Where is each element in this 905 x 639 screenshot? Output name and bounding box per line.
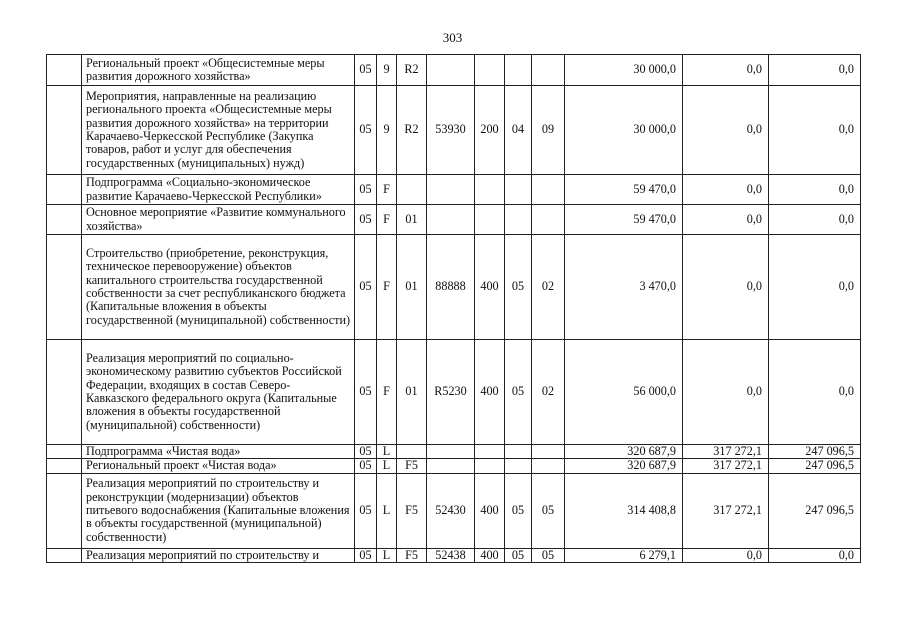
code-razdel xyxy=(505,175,532,205)
blank-cell xyxy=(47,235,82,340)
blank-cell xyxy=(47,55,82,86)
code-direction xyxy=(427,445,475,459)
code-section: 05 xyxy=(355,86,377,175)
code-direction xyxy=(427,55,475,86)
page-number: 303 xyxy=(442,30,463,45)
code-activity: 01 xyxy=(397,205,427,235)
amount-year-2: 317 272,1 xyxy=(683,459,769,473)
code-expense-type xyxy=(475,205,505,235)
amount-year-3: 0,0 xyxy=(769,548,861,562)
code-direction: 88888 xyxy=(427,235,475,340)
table-row xyxy=(47,473,861,548)
code-podrazdel: 09 xyxy=(532,86,565,175)
blank-cell xyxy=(47,205,82,235)
amount-year-2: 317 272,1 xyxy=(683,473,769,548)
code-expense-type: 400 xyxy=(475,340,505,445)
code-expense-type: 400 xyxy=(475,235,505,340)
code-section: 05 xyxy=(355,459,377,473)
code-podrazdel: 05 xyxy=(532,473,565,548)
code-expense-type: 200 xyxy=(475,86,505,175)
blank-cell xyxy=(47,548,82,562)
code-section: 05 xyxy=(355,473,377,548)
code-podrazdel xyxy=(532,175,565,205)
code-activity xyxy=(397,445,427,459)
code-podrazdel xyxy=(532,205,565,235)
code-razdel: 05 xyxy=(505,473,532,548)
amount-year-2: 0,0 xyxy=(683,175,769,205)
row-name: Мероприятия, направленные на реализацию регионального проекта «Общесистемные меры развития дорожного хозяйства» на территории Карачаево-Черкесской Республике (Закупка товаров, работ и услуг для обеспечения государственных (муниципальных) нужд) xyxy=(82,86,355,175)
amount-year-1: 30 000,0 xyxy=(565,86,683,175)
code-razdel xyxy=(505,205,532,235)
blank-cell xyxy=(47,175,82,205)
code-activity: F5 xyxy=(397,473,427,548)
code-podrazdel xyxy=(532,459,565,473)
code-podrazdel: 05 xyxy=(532,548,565,562)
amount-year-1: 320 687,9 xyxy=(565,445,683,459)
amount-year-3: 247 096,5 xyxy=(769,473,861,548)
code-program: L xyxy=(377,445,397,459)
amount-year-1: 56 000,0 xyxy=(565,340,683,445)
code-podrazdel: 02 xyxy=(532,235,565,340)
row-name: Подпрограмма «Чистая вода» xyxy=(82,445,355,459)
code-razdel: 05 xyxy=(505,340,532,445)
code-program: 9 xyxy=(377,55,397,86)
code-activity: R2 xyxy=(397,86,427,175)
code-expense-type xyxy=(475,459,505,473)
code-direction: 52430 xyxy=(427,473,475,548)
amount-year-2: 0,0 xyxy=(683,205,769,235)
code-podrazdel: 02 xyxy=(532,340,565,445)
code-direction: 52438 xyxy=(427,548,475,562)
code-expense-type xyxy=(475,55,505,86)
code-activity xyxy=(397,175,427,205)
code-program: L xyxy=(377,459,397,473)
code-program: L xyxy=(377,548,397,562)
row-name: Реализация мероприятий по строительству и реконструкции (модернизации) объектов питьевого водоснабжения (Капитальные вложения в объекты государственной (муниципальной) собственности) xyxy=(82,473,355,548)
code-activity: F5 xyxy=(397,459,427,473)
amount-year-3: 0,0 xyxy=(769,55,861,86)
code-direction xyxy=(427,459,475,473)
amount-year-1: 320 687,9 xyxy=(565,459,683,473)
table-row xyxy=(47,548,861,562)
amount-year-1: 59 470,0 xyxy=(565,205,683,235)
amount-year-3: 0,0 xyxy=(769,205,861,235)
code-razdel xyxy=(505,445,532,459)
amount-year-2: 317 272,1 xyxy=(683,445,769,459)
amount-year-1: 6 279,1 xyxy=(565,548,683,562)
code-razdel: 04 xyxy=(505,86,532,175)
code-program: F xyxy=(377,175,397,205)
code-activity: 01 xyxy=(397,340,427,445)
code-activity: R2 xyxy=(397,55,427,86)
code-podrazdel xyxy=(532,445,565,459)
code-section: 05 xyxy=(355,205,377,235)
row-name: Основное мероприятие «Развитие коммунального хозяйства» xyxy=(82,205,355,235)
table-row xyxy=(47,55,861,86)
amount-year-3: 247 096,5 xyxy=(769,445,861,459)
amount-year-1: 30 000,0 xyxy=(565,55,683,86)
code-razdel xyxy=(505,55,532,86)
row-name: Реализация мероприятий по строительству и xyxy=(82,548,355,562)
amount-year-3: 0,0 xyxy=(769,235,861,340)
code-expense-type: 400 xyxy=(475,473,505,548)
table-row xyxy=(47,445,861,459)
code-program: F xyxy=(377,235,397,340)
row-name: Реализация мероприятий по социально-экономическому развитию субъектов Российской Федерации, входящих в состав Северо-Кавказского федерального округа (Капитальные вложения в объекты государственной (муниципальной) собственности) xyxy=(82,340,355,445)
code-section: 05 xyxy=(355,175,377,205)
table-row xyxy=(47,459,861,473)
amount-year-2: 0,0 xyxy=(683,548,769,562)
blank-cell xyxy=(47,86,82,175)
code-section: 05 xyxy=(355,445,377,459)
table-row xyxy=(47,235,861,340)
code-section: 05 xyxy=(355,235,377,340)
amount-year-3: 247 096,5 xyxy=(769,459,861,473)
table-row xyxy=(47,86,861,175)
code-expense-type: 400 xyxy=(475,548,505,562)
code-razdel: 05 xyxy=(505,235,532,340)
blank-cell xyxy=(47,445,82,459)
amount-year-2: 0,0 xyxy=(683,86,769,175)
code-program: F xyxy=(377,340,397,445)
amount-year-1: 59 470,0 xyxy=(565,175,683,205)
blank-cell xyxy=(47,473,82,548)
code-program: L xyxy=(377,473,397,548)
code-program: 9 xyxy=(377,86,397,175)
row-name: Строительство (приобретение, реконструкция, техническое перевооружение) объектов капитального строительства государственной собственности за счет республиканского бюджета (Капитальные вложения в объекты государственной (муниципальной) собственности) xyxy=(82,235,355,340)
table-row xyxy=(47,205,861,235)
blank-cell xyxy=(47,340,82,445)
code-section: 05 xyxy=(355,55,377,86)
code-direction: 53930 xyxy=(427,86,475,175)
code-podrazdel xyxy=(532,55,565,86)
table-row xyxy=(47,340,861,445)
code-expense-type xyxy=(475,445,505,459)
code-razdel xyxy=(505,459,532,473)
code-expense-type xyxy=(475,175,505,205)
amount-year-2: 0,0 xyxy=(683,340,769,445)
row-name: Региональный проект «Чистая вода» xyxy=(82,459,355,473)
code-section: 05 xyxy=(355,340,377,445)
budget-table xyxy=(46,54,861,563)
amount-year-3: 0,0 xyxy=(769,86,861,175)
row-name: Подпрограмма «Социально-экономическое развитие Карачаево-Черкесской Республики» xyxy=(82,175,355,205)
amount-year-1: 314 408,8 xyxy=(565,473,683,548)
code-direction xyxy=(427,175,475,205)
code-direction: R5230 xyxy=(427,340,475,445)
amount-year-1: 3 470,0 xyxy=(565,235,683,340)
code-activity: 01 xyxy=(397,235,427,340)
code-section: 05 xyxy=(355,548,377,562)
code-program: F xyxy=(377,205,397,235)
row-name: Региональный проект «Общесистемные меры развития дорожного хозяйства» xyxy=(82,55,355,86)
code-activity: F5 xyxy=(397,548,427,562)
code-direction xyxy=(427,205,475,235)
amount-year-2: 0,0 xyxy=(683,235,769,340)
amount-year-3: 0,0 xyxy=(769,175,861,205)
blank-cell xyxy=(47,459,82,473)
table-row xyxy=(47,175,861,205)
amount-year-3: 0,0 xyxy=(769,340,861,445)
code-razdel: 05 xyxy=(505,548,532,562)
amount-year-2: 0,0 xyxy=(683,55,769,86)
